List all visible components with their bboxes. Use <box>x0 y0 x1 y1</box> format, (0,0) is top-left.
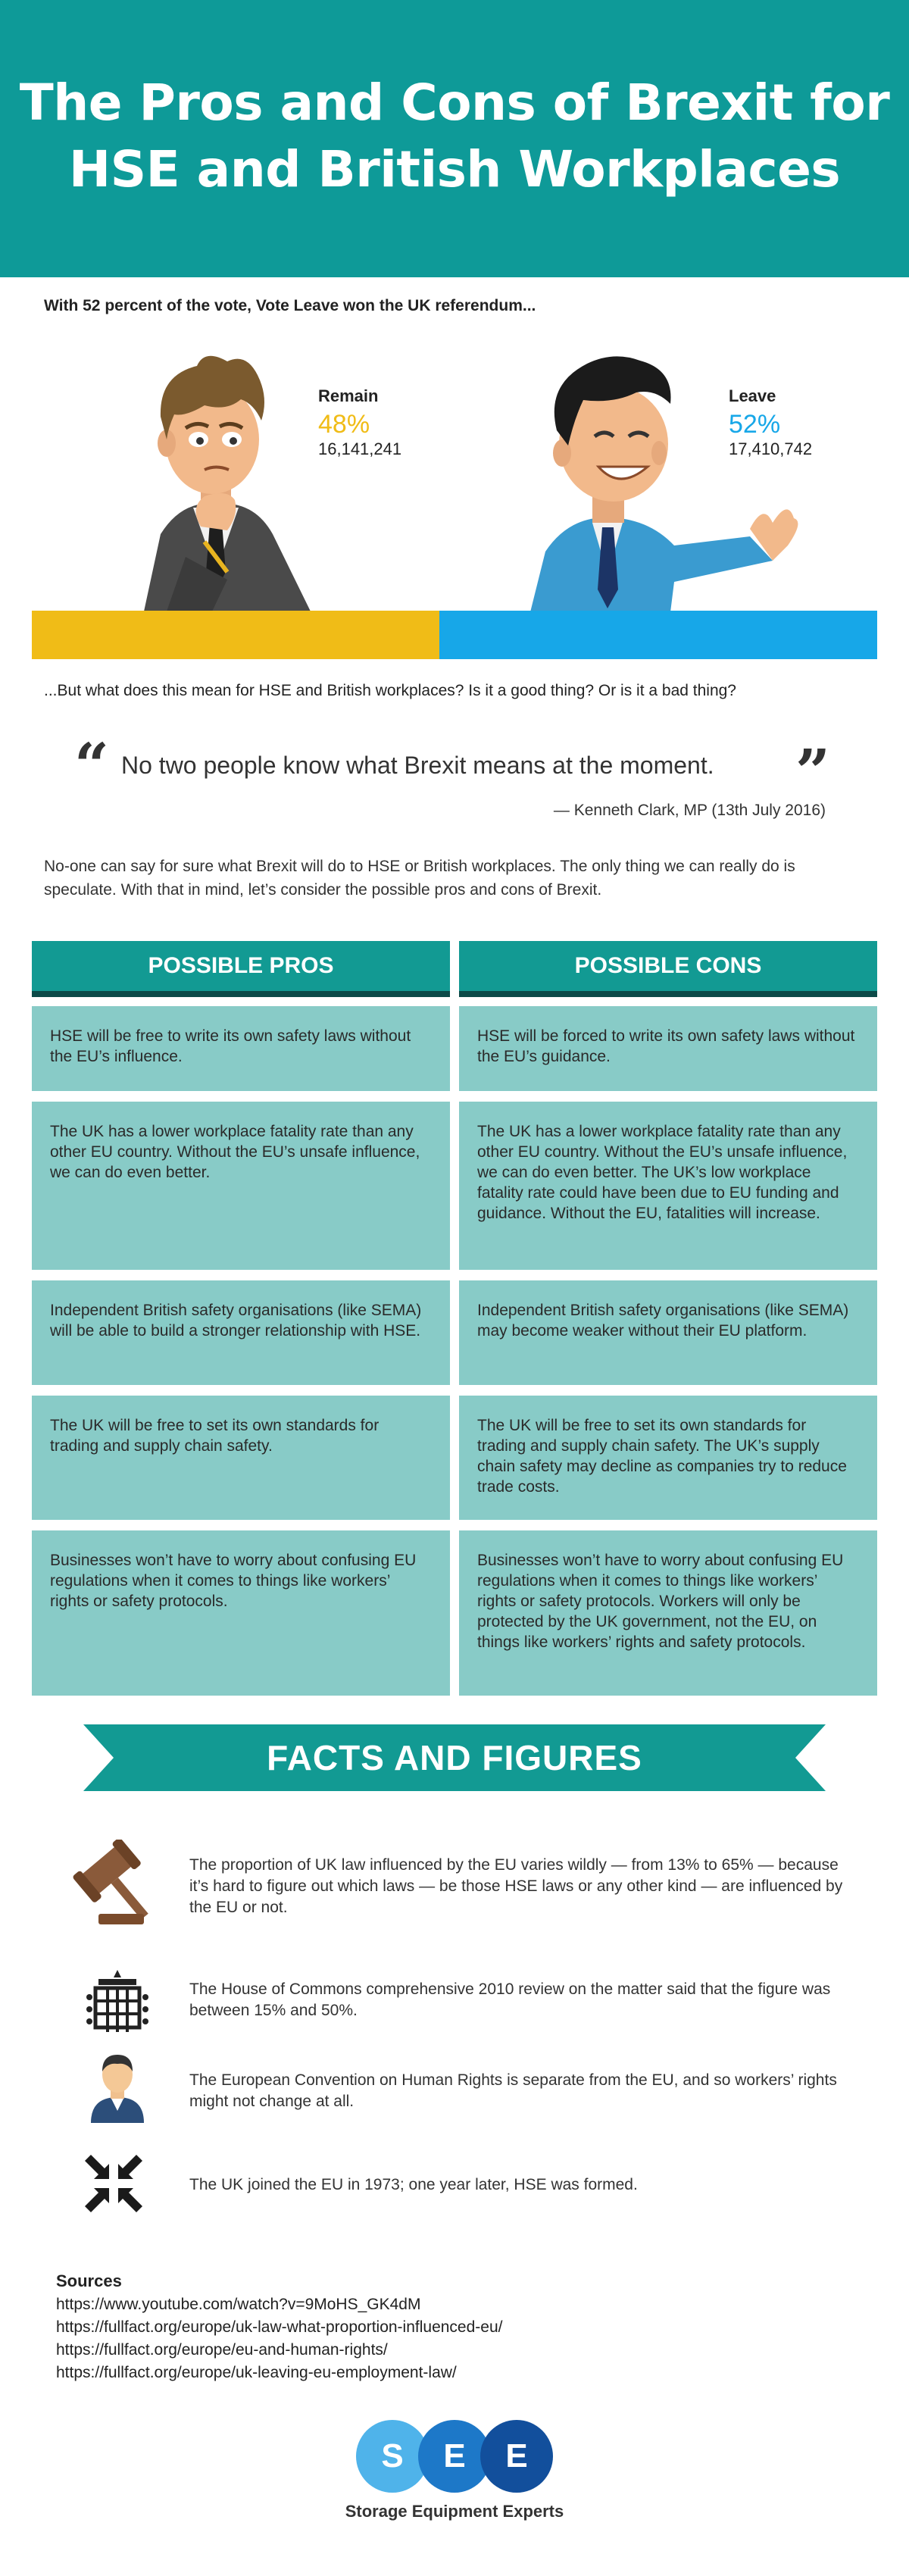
header-banner <box>0 0 909 277</box>
leave-label: Leave <box>729 386 776 405</box>
open-quote-icon: “ <box>74 730 110 801</box>
gavel-icon <box>68 1840 152 1930</box>
leave-percent: 52% <box>729 410 781 439</box>
pro-item: Independent British safety organisations (like SEMA) will be able to build a stronger relationship with HSE. <box>32 1280 450 1385</box>
leave-result <box>729 386 812 459</box>
quote-text: No two people know what Brexit means at the moment. <box>121 752 714 779</box>
portcullis-icon <box>85 1967 150 2040</box>
cons-heading: POSSIBLE CONS <box>459 941 877 997</box>
logo-tagline: Storage Equipment Experts <box>345 2502 564 2521</box>
pro-item: Businesses won’t have to worry about confusing EU regulations when it comes to things like workers’ rights or safety protocols. <box>32 1530 450 1696</box>
con-item: Businesses won’t have to worry about confusing EU regulations when it comes to things like workers’ rights or safety protocols. Workers will only be protected by the UK government, not the EU, on things like workers’ rights and safety protocols. <box>459 1530 877 1696</box>
remain-result <box>318 386 401 459</box>
fact-text: The House of Commons comprehensive 2010 review on the matter said that the figure was between 15% and 50%. <box>189 1980 831 2019</box>
remain-character-illustration <box>114 345 318 611</box>
source-link[interactable]: https://fullfact.org/europe/uk-leaving-eu-employment-law/ <box>56 2364 457 2381</box>
logo-letter-e2: E <box>480 2420 553 2493</box>
fact-text: The proportion of UK law influenced by the EU varies wildly — from 13% to 65% — because it’s hard to figure out which laws — be those HSE laws or any other kind — are influenced by the EU or not. <box>189 1856 843 1916</box>
leave-vote-bar <box>439 611 877 659</box>
source-link[interactable]: https://fullfact.org/europe/eu-and-human-rights/ <box>56 2341 388 2359</box>
close-quote-icon: ” <box>795 736 831 807</box>
facts-heading: FACTS AND FIGURES <box>267 1738 642 1777</box>
pro-item: HSE will be free to write its own safety laws without the EU’s influence. <box>32 1006 450 1091</box>
source-link[interactable]: https://fullfact.org/europe/uk-law-what-proportion-influenced-eu/ <box>56 2318 503 2336</box>
sources-title: Sources <box>56 2271 122 2290</box>
intro-text: With 52 percent of the vote, Vote Leave won the UK referendum... <box>44 297 536 314</box>
intro-paragraph: No-one can say for sure what Brexit will do to HSE or British workplaces. The only thing we can really do is speculate. With that in mind, let’s consider the possible pros and cons of Brexit. <box>44 858 795 899</box>
pro-item: The UK will be free to set its own standards for trading and supply chain safety. <box>32 1396 450 1520</box>
pro-item: The UK has a lower workplace fatality rate than any other EU country. Without the EU’s unsafe influence, we can do even better. <box>32 1102 450 1270</box>
quote-author: — Kenneth Clark, MP (13th July 2016) <box>553 802 826 819</box>
fact-text: The European Convention on Human Rights is separate from the EU, and so workers’ rights might not change at all. <box>189 2071 837 2110</box>
question-text: ...But what does this mean for HSE and British workplaces? Is it a good thing? Or is it a bad thing? <box>44 682 736 699</box>
fact-text: The UK joined the EU in 1973; one year later, HSE was formed. <box>189 2176 638 2193</box>
leave-count: 17,410,742 <box>729 439 813 458</box>
remain-vote-bar <box>32 611 439 659</box>
con-item: Independent British safety organisations (like SEMA) may become weaker without their EU platform. <box>459 1280 877 1385</box>
remain-label: Remain <box>318 386 379 405</box>
logo-letter-s: S <box>356 2420 429 2493</box>
source-link[interactable]: https://www.youtube.com/watch?v=9MoHS_GK4dM <box>56 2296 421 2313</box>
remain-percent: 48% <box>318 410 370 439</box>
converging-arrows-icon <box>82 2152 145 2215</box>
logo-letter-e: E <box>418 2420 491 2493</box>
con-item: The UK will be free to set its own standards for trading and supply chain safety. The UK’s supply chain safety may decline as companies try to reduce trade costs. <box>459 1396 877 1520</box>
remain-count: 16,141,241 <box>318 439 402 458</box>
con-item: The UK has a lower workplace fatality rate than any other EU country. Without the EU’s unsafe influence, we can do even better. The UK’s low workplace fatality rate could have been due to EU funding and guidance. Without the EU, fatalities will increase. <box>459 1102 877 1270</box>
con-item: HSE will be forced to write its own safety laws without the EU’s guidance. <box>459 1006 877 1091</box>
pros-heading: POSSIBLE PROS <box>32 941 450 997</box>
person-icon <box>88 2050 147 2123</box>
page-title: The Pros and Cons of Brexit for HSE and British Workplaces <box>19 73 890 199</box>
